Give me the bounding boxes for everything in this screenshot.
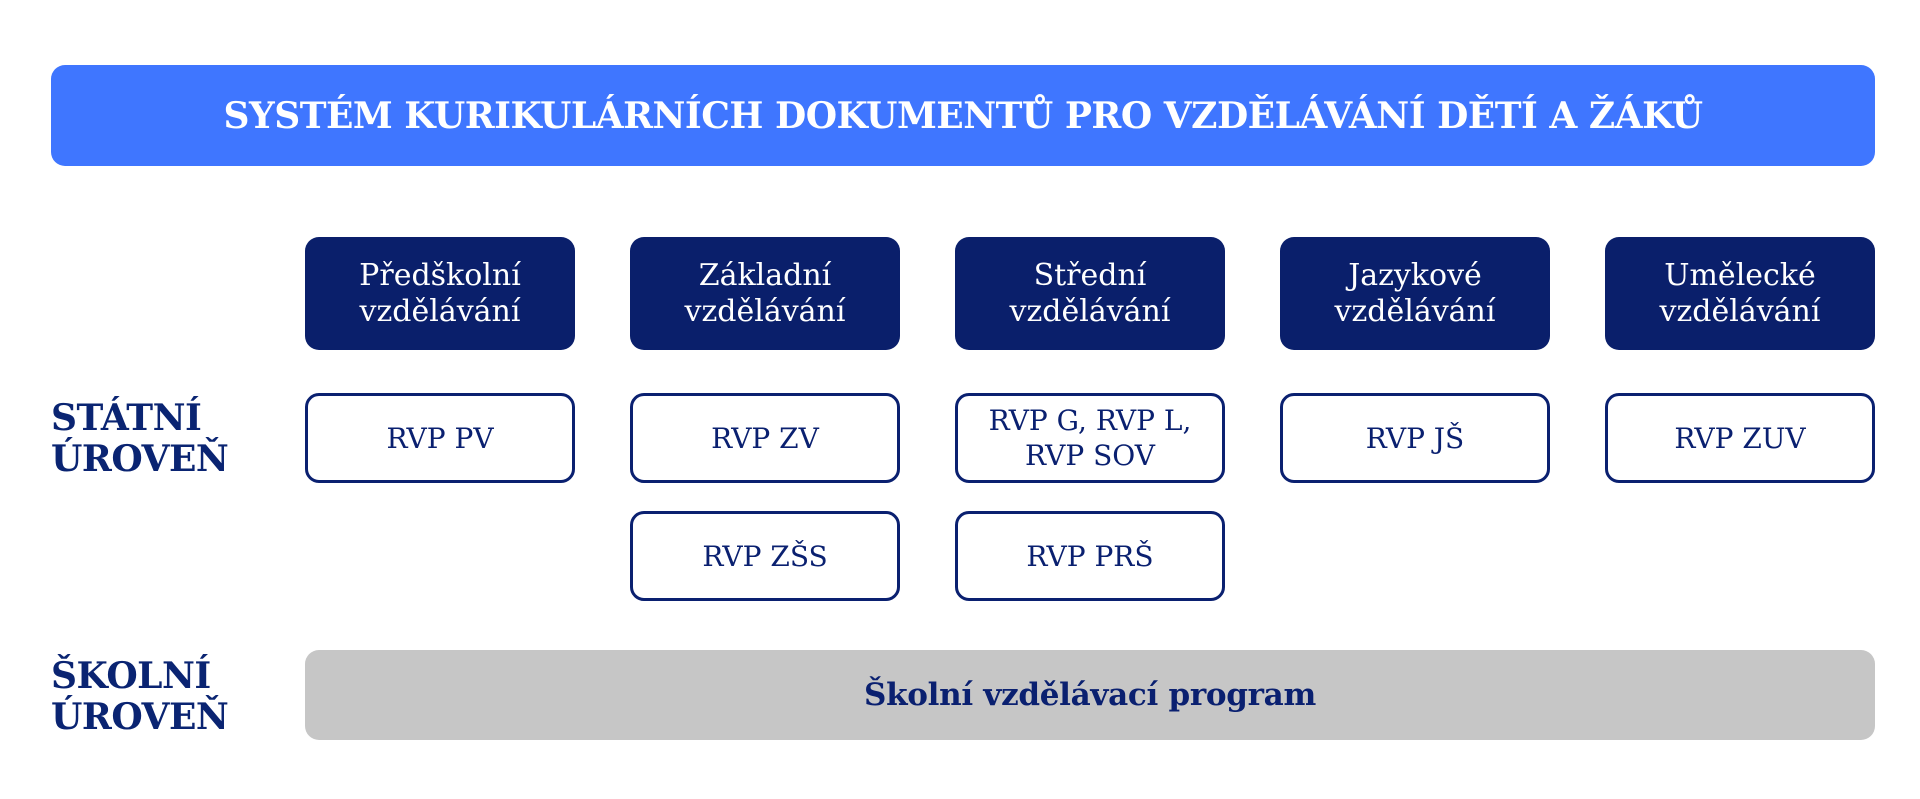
rvp-box-zv — [630, 393, 900, 483]
category-basic — [630, 237, 900, 350]
rvp-label: RVP PRŠ — [1026, 539, 1154, 573]
rvp-box-js — [1280, 393, 1550, 483]
category-secondary — [955, 237, 1225, 350]
school-program-bar: Školní vzdělávací program — [305, 650, 1875, 740]
rvp-box-pv — [305, 393, 575, 483]
rvp-line2: RVP SOV — [1025, 439, 1155, 472]
rvp-line1: RVP JŠ — [1365, 421, 1465, 455]
category-language — [1280, 237, 1550, 350]
category-line2: vzdělávání — [1009, 293, 1171, 329]
rvp-line1: RVP ZV — [711, 421, 819, 455]
category-line1: Jazykové — [1348, 257, 1482, 293]
category-line1: Předškolní — [359, 257, 521, 293]
diagram-title: SYSTÉM KURIKULÁRNÍCH DOKUMENTŮ PRO VZDĚLÁVÁNÍ DĚTÍ A ŽÁKŮ — [51, 65, 1875, 166]
category-line1: Základní — [698, 257, 832, 293]
school-level-label — [51, 656, 228, 738]
rvp-line1: RVP G, RVP L, — [988, 404, 1192, 437]
state-level-label — [51, 398, 228, 480]
school-level-line2: ÚROVEŇ — [51, 696, 229, 738]
category-preschool — [305, 237, 575, 350]
category-line2: vzdělávání — [1334, 293, 1496, 329]
rvp-box-zuv — [1605, 393, 1875, 483]
school-level-line1: ŠKOLNÍ — [51, 655, 211, 697]
rvp-box-g-l-sov — [955, 393, 1225, 483]
category-line2: vzdělávání — [359, 293, 521, 329]
category-line2: vzdělávání — [1659, 293, 1821, 329]
rvp-box-zss — [630, 511, 900, 601]
rvp-line1: RVP ZUV — [1674, 421, 1806, 455]
state-level-line1: STÁTNÍ — [51, 397, 202, 439]
category-line1: Střední — [1033, 257, 1147, 293]
category-line1: Umělecké — [1664, 257, 1816, 293]
rvp-label: RVP ZŠS — [702, 539, 828, 573]
category-art — [1605, 237, 1875, 350]
category-line2: vzdělávání — [684, 293, 846, 329]
rvp-line1: RVP PV — [386, 421, 494, 455]
state-level-line2: ÚROVEŇ — [51, 438, 229, 480]
rvp-box-prs — [955, 511, 1225, 601]
